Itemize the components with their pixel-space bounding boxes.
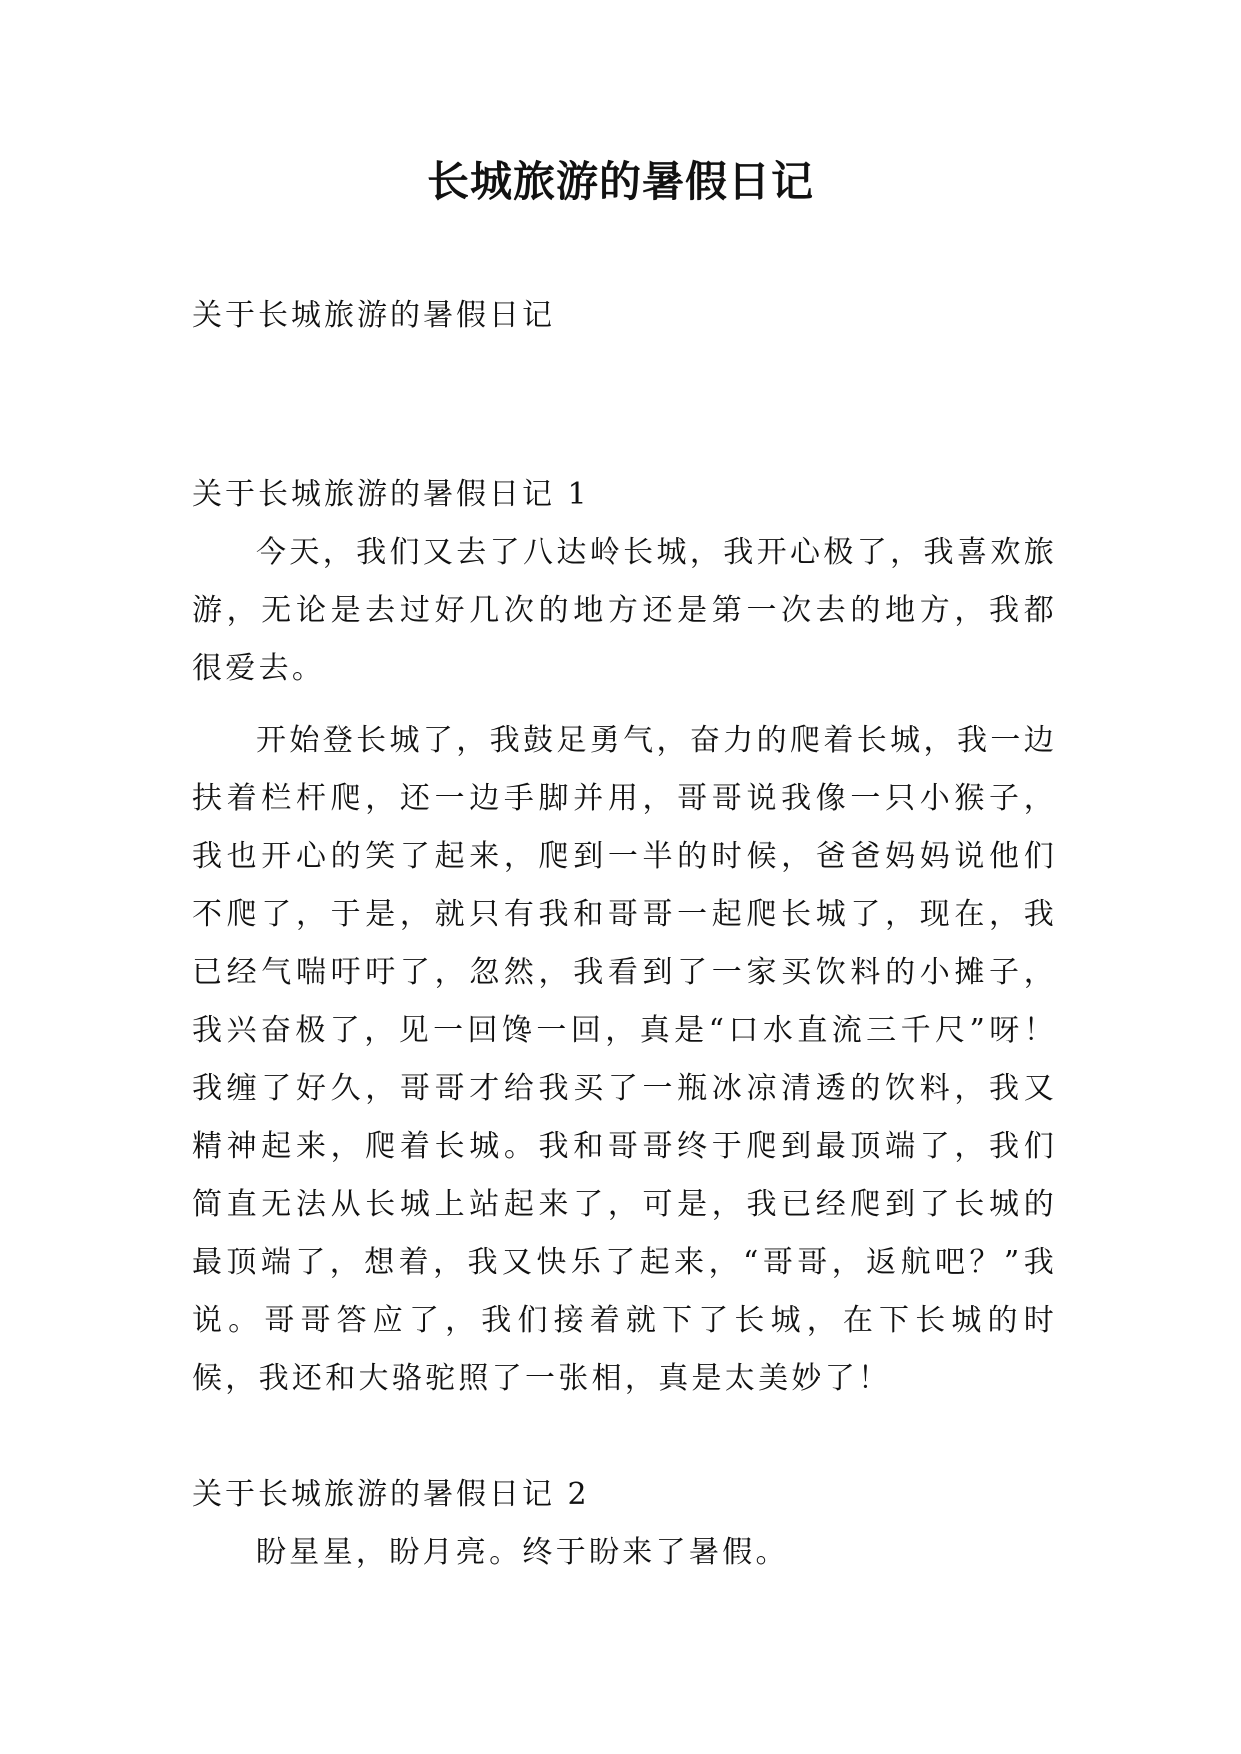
paragraph: 今天，我们又去了八达岭长城，我开心极了，我喜欢旅游，无论是去过好几次的地方还是第一次去的地方，我都很爱去。 [192, 535, 1057, 686]
document-title: 长城旅游的暑假日记 [426, 157, 814, 206]
document-subtitle: 关于长城旅游的暑假日记 [192, 298, 555, 333]
paragraph: 开始登长城了，我鼓足勇气，奋力的爬着长城，我一边扶着栏杆爬，还一边手脚并用，哥哥说我像一只小猴子，我也开心的笑了起来，爬到一半的时候，爸爸妈妈说他们不爬了，于是，就只有我和哥哥一起爬长城了，现在，我已经气喘吁吁了，忽然，我看到了一家买饮料的小摊子，我兴奋极了，见一回馋一回，真是“口水直流三千尺”呀！我缠了好久，哥哥才给我买了一瓶冰凉清透的饮料，我又精神起来，爬着长城。我和哥哥终于爬到最顶端了，我们简直无法从长城上站起来了，可是，我已经爬到了长城的最顶端了，想着，我又快乐了起来，“哥哥，返航吧？”我说。哥哥答应了，我们接着就下了长城，在下长城的时候，我还和大骆驼照了一张相，真是太美妙了！ [192, 723, 1057, 1396]
diary-section-1 [192, 466, 1057, 1408]
diary-section-2 [192, 1466, 1057, 1582]
section-heading: 关于长城旅游的暑假日记 2 [192, 1477, 590, 1512]
section-heading: 关于长城旅游的暑假日记 1 [192, 477, 590, 512]
paragraph: 盼星星，盼月亮。终于盼来了暑假。 [256, 1535, 789, 1570]
